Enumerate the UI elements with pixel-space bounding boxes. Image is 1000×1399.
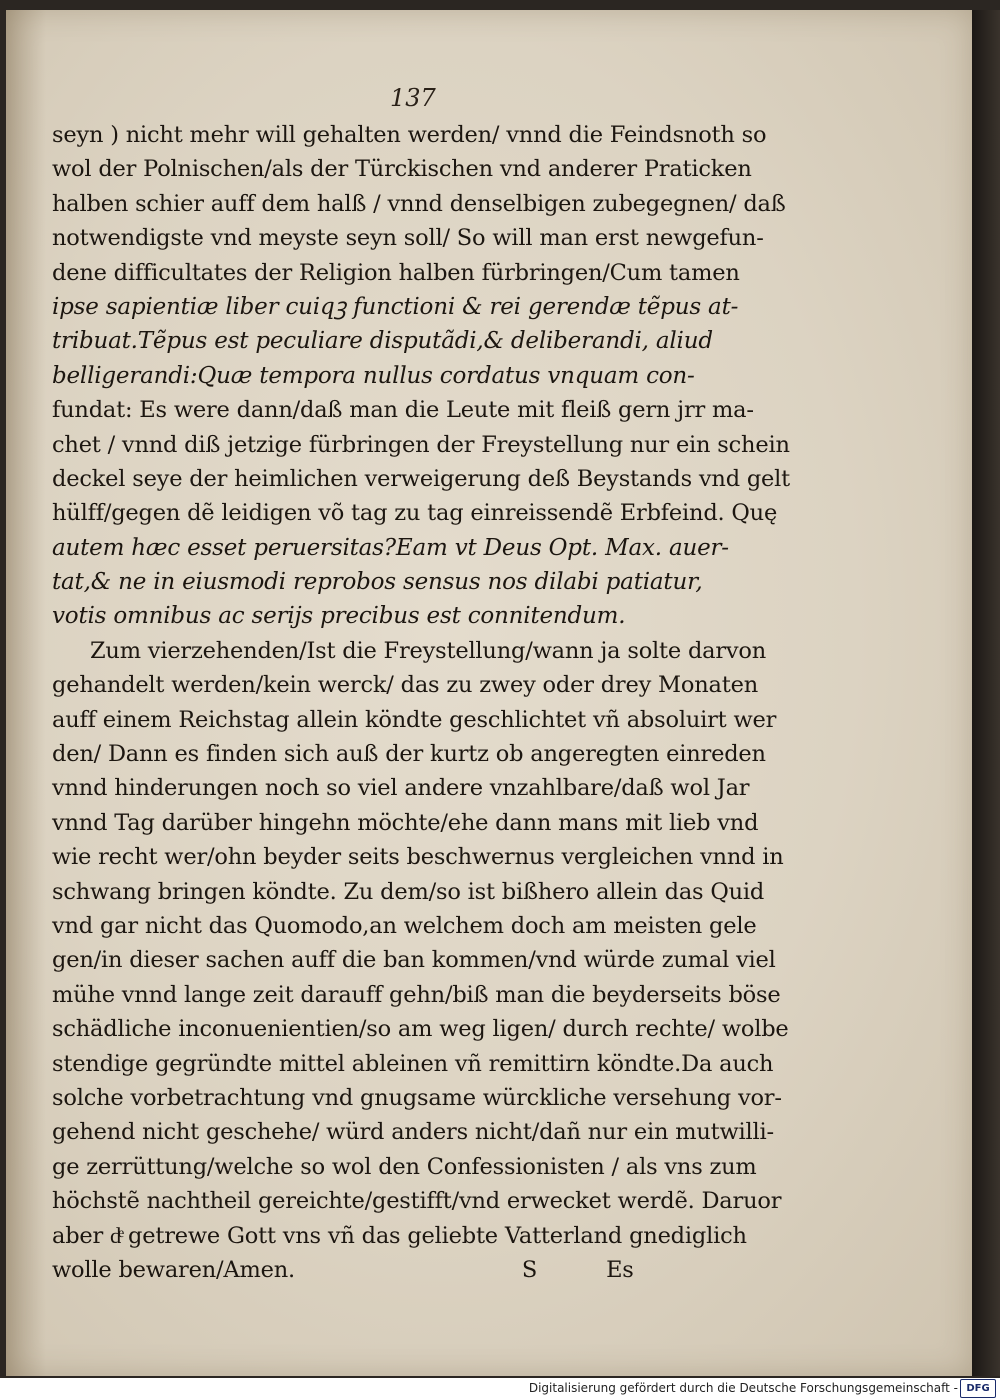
- text-line-latin: autem hæc esset peruersitas?Eam vt Deus Opt. Max. auer-: [52, 534, 729, 561]
- text-line: gehandelt werden/kein werck/ das zu zwey oder drey Monaten: [52, 672, 758, 699]
- text-line-latin: tribuat.Tẽpus est peculiare disputãdi,& deliberandi, aliud: [52, 328, 713, 355]
- text-line: solche vorbetrachtung vnd gnugsame würckliche versehung vor-: [52, 1084, 782, 1111]
- text-line: chet / vnnd diß jetzige fürbringen der Freystellung nur ein schein: [52, 431, 790, 458]
- text-line-latin: belligerandi:Quæ tempora nullus cordatus vnquam con-: [52, 362, 695, 389]
- text-line: notwendigste vnd meyste seyn soll/ So will man erst newgefun-: [52, 225, 764, 252]
- text-line: wie recht wer/ohn beyder seits beschwernus vergleichen vnnd in: [52, 844, 784, 871]
- last-text-line: [52, 1253, 772, 1287]
- text-line: höchstẽ nachtheil gereichte/gestifft/vnd erwecket werdẽ. Daruor: [52, 1188, 782, 1215]
- text-line: fundat: Es were dann/daß man die Leute mit fleiß gern jrr ma-: [52, 397, 754, 424]
- text-line: auff einem Reichstag allein köndte geschlichtet vñ absoluirt wer: [52, 706, 777, 733]
- text-block: [52, 118, 790, 1287]
- text-line: vnd gar nicht das Quomodo,an welchem doch am meisten gele: [52, 912, 757, 939]
- closing-text: wolle bewaren/Amen.: [52, 1256, 295, 1283]
- text-line: wol der Polnischen/als der Türckischen vnd anderer Praticken: [52, 156, 752, 183]
- text-line: aber dͤ getrewe Gott vns vñ das geliebte Vatterland gnediglich: [52, 1222, 747, 1249]
- text-line: deckel seye der heimlichen verweigerung deß Beystands vnd gelt: [52, 465, 790, 492]
- page-gutter-shadow: [6, 10, 46, 1376]
- text-line: vnnd hinderungen noch so viel andere vnzahlbare/daß wol Jar: [52, 775, 750, 802]
- text-line: gen/in dieser sachen auff die ban kommen/vnd würde zumal viel: [52, 947, 776, 974]
- text-line: mühe vnnd lange zeit darauff gehn/biß man die beyderseits böse: [52, 981, 781, 1008]
- catchword: Es: [606, 1256, 634, 1283]
- footer-marks: [522, 1253, 634, 1287]
- text-line: schädliche inconuenientien/so am weg ligen/ durch rechte/ wolbe: [52, 1016, 789, 1043]
- signature-mark: S: [521, 1256, 538, 1283]
- text-line: den/ Dann es finden sich auß der kurtz ob angeregten einreden: [52, 741, 766, 768]
- paragraph-start-line: Zum vierzehenden/Ist die Freystellung/wann ja solte darvon: [90, 637, 767, 664]
- text-line-latin: tat,& ne in eiusmodi reprobos sensus nos dilabi patiatur,: [52, 569, 703, 596]
- page-edge: [972, 10, 1000, 1376]
- text-line: hülff/gegen dẽ leidigen võ tag zu tag einreissendẽ Erbfeind. Quę: [52, 500, 778, 527]
- text-line-latin: ipse sapientiæ liber cuiqꝫ functioni & rei gerendæ tẽpus at-: [52, 293, 739, 320]
- text-line: schwang bringen köndte. Zu dem/so ist bißhero allein das Quid: [52, 878, 765, 905]
- dfg-logo: DFG: [960, 1379, 996, 1398]
- text-line-latin: votis omnibus ac serijs precibus est connitendum.: [52, 603, 626, 630]
- text-line: vnnd Tag darüber hingehn möchte/ehe dann mans mit lieb vnd: [52, 809, 759, 836]
- text-line: dene difficultates der Religion halben fürbringen/Cum tamen: [52, 259, 740, 286]
- text-line: gehend nicht geschehe/ würd anders nicht/dañ nur ein mutwilli-: [52, 1119, 774, 1146]
- text-line: seyn ) nicht mehr will gehalten werden/ vnnd die Feindsnoth so: [52, 122, 767, 148]
- page-number: 137: [390, 84, 436, 112]
- text-line: halben schier auff dem halß / vnnd denselbigen zubegegnen/ daß: [52, 190, 786, 217]
- funding-credit: Digitalisierung gefördert durch die Deutsche Forschungsgemeinschaft -: [528, 1381, 958, 1395]
- text-line: ge zerrüttung/welche so wol den Confessionisten / als vns zum: [52, 1153, 757, 1180]
- text-line: stendige gegründte mittel ableinen vñ remittirn köndte.Da auch: [52, 1050, 774, 1077]
